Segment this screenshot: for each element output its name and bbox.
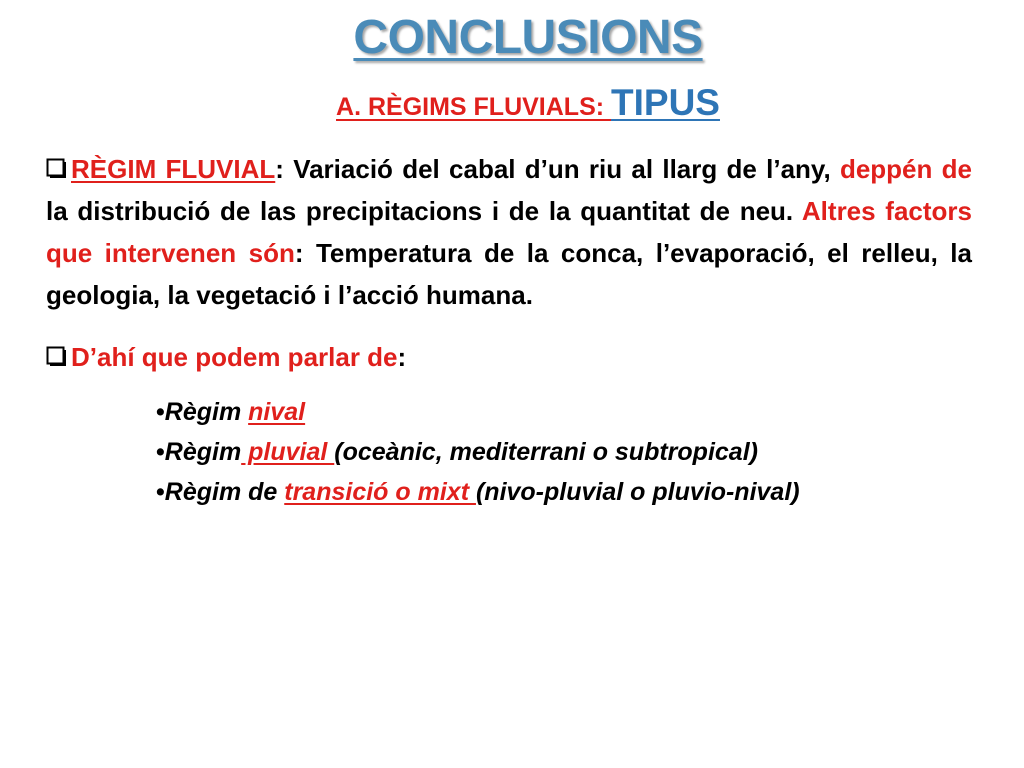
checkbox-icon xyxy=(46,346,68,368)
list-item-prefix: Règim xyxy=(164,438,242,466)
paragraph-definition xyxy=(46,148,972,316)
list-item xyxy=(156,472,800,512)
subtitle-emphasis: TIPUS xyxy=(611,82,720,123)
bullet-dot: • xyxy=(156,478,165,506)
list-item-highlight: pluvial xyxy=(241,438,335,466)
definition-highlight-1: deppén de xyxy=(839,154,973,184)
intro-colon: : xyxy=(397,342,407,372)
list-item xyxy=(156,392,800,432)
definition-middle: la distribució de las precipitacions i de la quantitat de neu. xyxy=(46,196,802,226)
list-item-suffix: (oceànic, mediterrani o subtropical) xyxy=(334,438,758,466)
list-item-highlight: nival xyxy=(248,398,306,426)
definition-term: RÈGIM FLUVIAL xyxy=(71,154,276,184)
definition-text: : Variació del cabal d’un riu al llarg de l’any, xyxy=(275,154,840,184)
checkbox-icon xyxy=(46,158,68,180)
definition-end: : Temperatura de la conca, l’evaporació, el relleu, la geologia, la vegetació i l’acció humana. xyxy=(46,238,972,310)
regime-list xyxy=(156,392,800,512)
slide-subtitle xyxy=(0,80,1024,134)
list-item xyxy=(156,432,800,472)
definition-highlight-2: Altres factors que intervenen són xyxy=(46,196,973,268)
bullet-dot: • xyxy=(156,438,165,466)
list-item-highlight: transició o mixt xyxy=(284,478,476,506)
bullet-dot: • xyxy=(156,398,165,426)
intro-text: D’ahí que podem parlar de xyxy=(71,342,398,372)
subtitle-prefix: A. RÈGIMS FLUVIALS: xyxy=(336,93,612,121)
list-item-prefix: Règim de xyxy=(164,478,285,506)
list-item-suffix: (nivo-pluvial o pluvio-nival) xyxy=(475,478,800,506)
paragraph-intro-list xyxy=(46,336,972,378)
slide-title: CONCLUSIONS xyxy=(353,11,703,64)
list-item-prefix: Règim xyxy=(164,398,249,426)
